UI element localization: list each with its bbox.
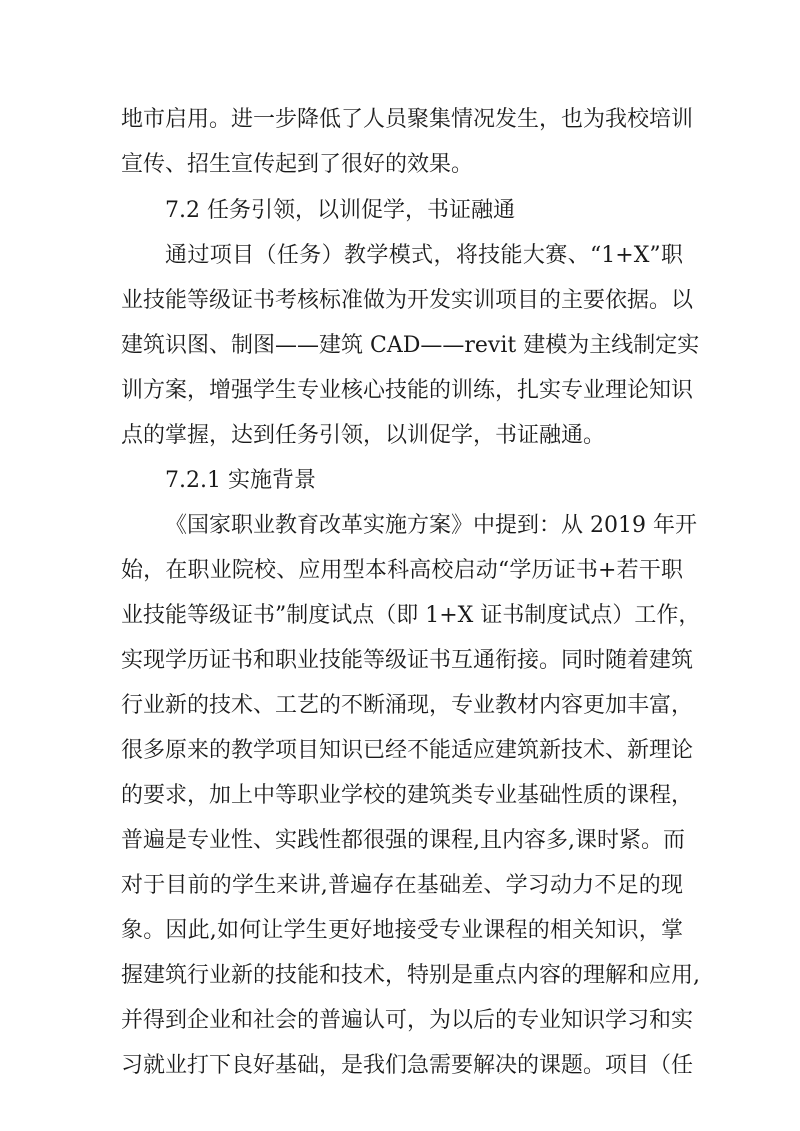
paragraph-line: 宣传、招生宣传起到了很好的效果。 — [121, 152, 474, 177]
paragraph-line: 训方案，增强学生专业核心技能的训练，扎实专业理论知识 — [121, 378, 694, 403]
paragraph-line: 象。因此,如何让学生更好地接受专业课程的相关知识，掌 — [121, 918, 683, 943]
paragraph-line: 普遍是专业性、实践性都很强的课程,且内容多,课时紧。而 — [121, 828, 685, 853]
paragraph-line: 并得到企业和社会的普遍认可，为以后的专业知识学习和实 — [121, 1008, 694, 1033]
paragraph-line: 《国家职业教育改革实施方案》中提到：从 2019 年开 — [165, 513, 697, 538]
section-heading: 7.2 任务引领，以训促学，书证融通 — [165, 198, 515, 223]
paragraph-line: 地市启用。进一步降低了人员聚集情况发生，也为我校培训 — [121, 107, 694, 132]
paragraph-line: 点的掌握，达到任务引领，以训促学，书证融通。 — [121, 423, 606, 448]
paragraph-line: 始，在职业院校、应用型本科高校启动“学历证书+若干职 — [121, 558, 683, 583]
paragraph-line: 通过项目（任务）教学模式，将技能大赛、“1+X”职 — [165, 243, 683, 268]
paragraph-line: 握建筑行业新的技能和技术，特别是重点内容的理解和应用, — [121, 963, 700, 988]
paragraph-line: 很多原来的教学项目知识已经不能适应建筑新技术、新理论 — [121, 738, 694, 763]
paragraph-line: 行业新的技术、工艺的不断涌现，专业教材内容更加丰富， — [121, 693, 694, 718]
subsection-heading: 7.2.1 实施背景 — [165, 468, 316, 493]
paragraph-line: 实现学历证书和职业技能等级证书互通衔接。同时随着建筑 — [121, 648, 694, 673]
paragraph-line: 的要求，加上中等职业学校的建筑类专业基础性质的课程， — [121, 783, 694, 808]
paragraph-line: 对于目前的学生来讲,普遍存在基础差、学习动力不足的现 — [121, 873, 683, 898]
paragraph-line: 建筑识图、制图——建筑 CAD——revit 建模为主线制定实 — [121, 333, 700, 358]
paragraph-line: 习就业打下良好基础，是我们急需要解决的课题。项目（任 — [121, 1053, 694, 1078]
paragraph-line: 业技能等级证书考核标准做为开发实训项目的主要依据。以 — [121, 288, 694, 313]
paragraph-line: 业技能等级证书”制度试点（即 1+X 证书制度试点）工作， — [121, 603, 701, 628]
